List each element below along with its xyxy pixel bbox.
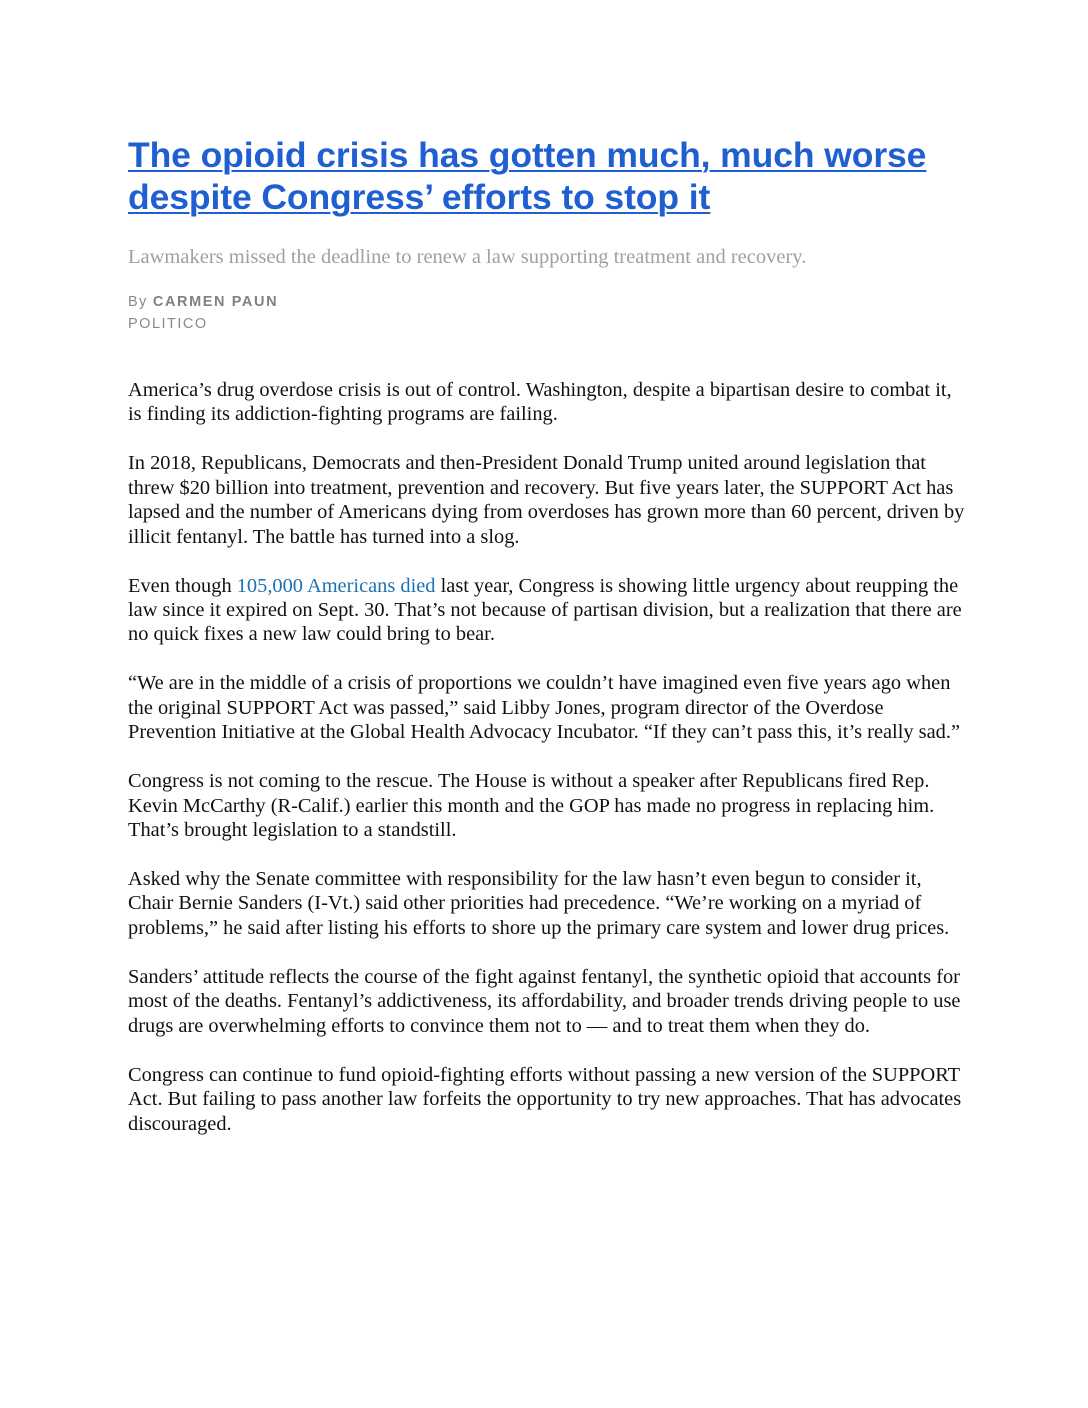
article-dek: Lawmakers missed the deadline to renew a law supporting treatment and recovery. — [128, 246, 807, 268]
paragraph-7: Sanders’ attitude reflects the course of the fight against fentanyl, the synthetic opioid that accounts for most of the deaths. Fentanyl’s addictiveness, its affordability, and broader trends driving people to use drugs are overwhelming efforts to convince them not to — and to treat them when they do. — [128, 965, 961, 1037]
author-name: CARMEN PAUN — [152, 294, 279, 310]
paragraph-4: “We are in the middle of a crisis of proportions we couldn’t have imagined even five years ago when the original SUPPORT Act was passed,” said Libby Jones, program director of the Overdose Prevention Initiative at the Global Health Advocacy Incubator. “If they can’t pass this, it’s really sad.” — [128, 672, 960, 744]
outlet-name: POLITICO — [128, 316, 208, 332]
paragraph-3-before: Even though — [128, 574, 237, 597]
paragraph-3-after: last year, Congress is showing little urgency about reupping the law since it expired on Sept. 30. That’s not because of partisan division, but a realization that there are no quick fixes a new law could bring to bear. — [128, 574, 962, 646]
article-body — [128, 378, 968, 1161]
americans-died-link[interactable]: 105,000 Americans died — [236, 574, 436, 597]
paragraph-8: Congress can continue to fund opioid-fighting efforts without passing a new version of the SUPPORT Act. But failing to pass another law forfeits the opportunity to try new approaches. That has advocates discouraged. — [128, 1063, 962, 1135]
headline-link[interactable]: The opioid crisis has gotten much, much worse despite Congress’ efforts to stop it — [128, 135, 927, 217]
article-headline[interactable] — [128, 134, 968, 218]
paragraph-1: America’s drug overdose crisis is out of control. Washington, despite a bipartisan desire to combat it, is finding its addiction-fighting programs are failing. — [128, 379, 952, 426]
paragraph-2: In 2018, Republicans, Democrats and then-President Donald Trump united around legislation that threw $20 billion into treatment, prevention and recovery. But five years later, the SUPPORT Act has lapsed and the number of Americans dying from overdoses has grown more than 60 percent, driven by illicit fentanyl. The battle has turned into a slog. — [128, 452, 965, 548]
byline-prefix: By — [128, 294, 148, 310]
byline — [128, 294, 278, 311]
paragraph-6: Asked why the Senate committee with responsibility for the law hasn’t even begun to consider it, Chair Bernie Sanders (I-Vt.) said other priorities had precedence. “We’re working on a myriad of problems,” he said after listing his efforts to shore up the primary care system and lower drug prices. — [128, 868, 950, 939]
paragraph-3 — [128, 574, 968, 647]
paragraph-5: Congress is not coming to the rescue. The House is without a speaker after Republicans fired Rep. Kevin McCarthy (R-Calif.) earlier this month and the GOP has made no progress in replacing him. That’s brought legislation to a standstill. — [128, 770, 935, 842]
